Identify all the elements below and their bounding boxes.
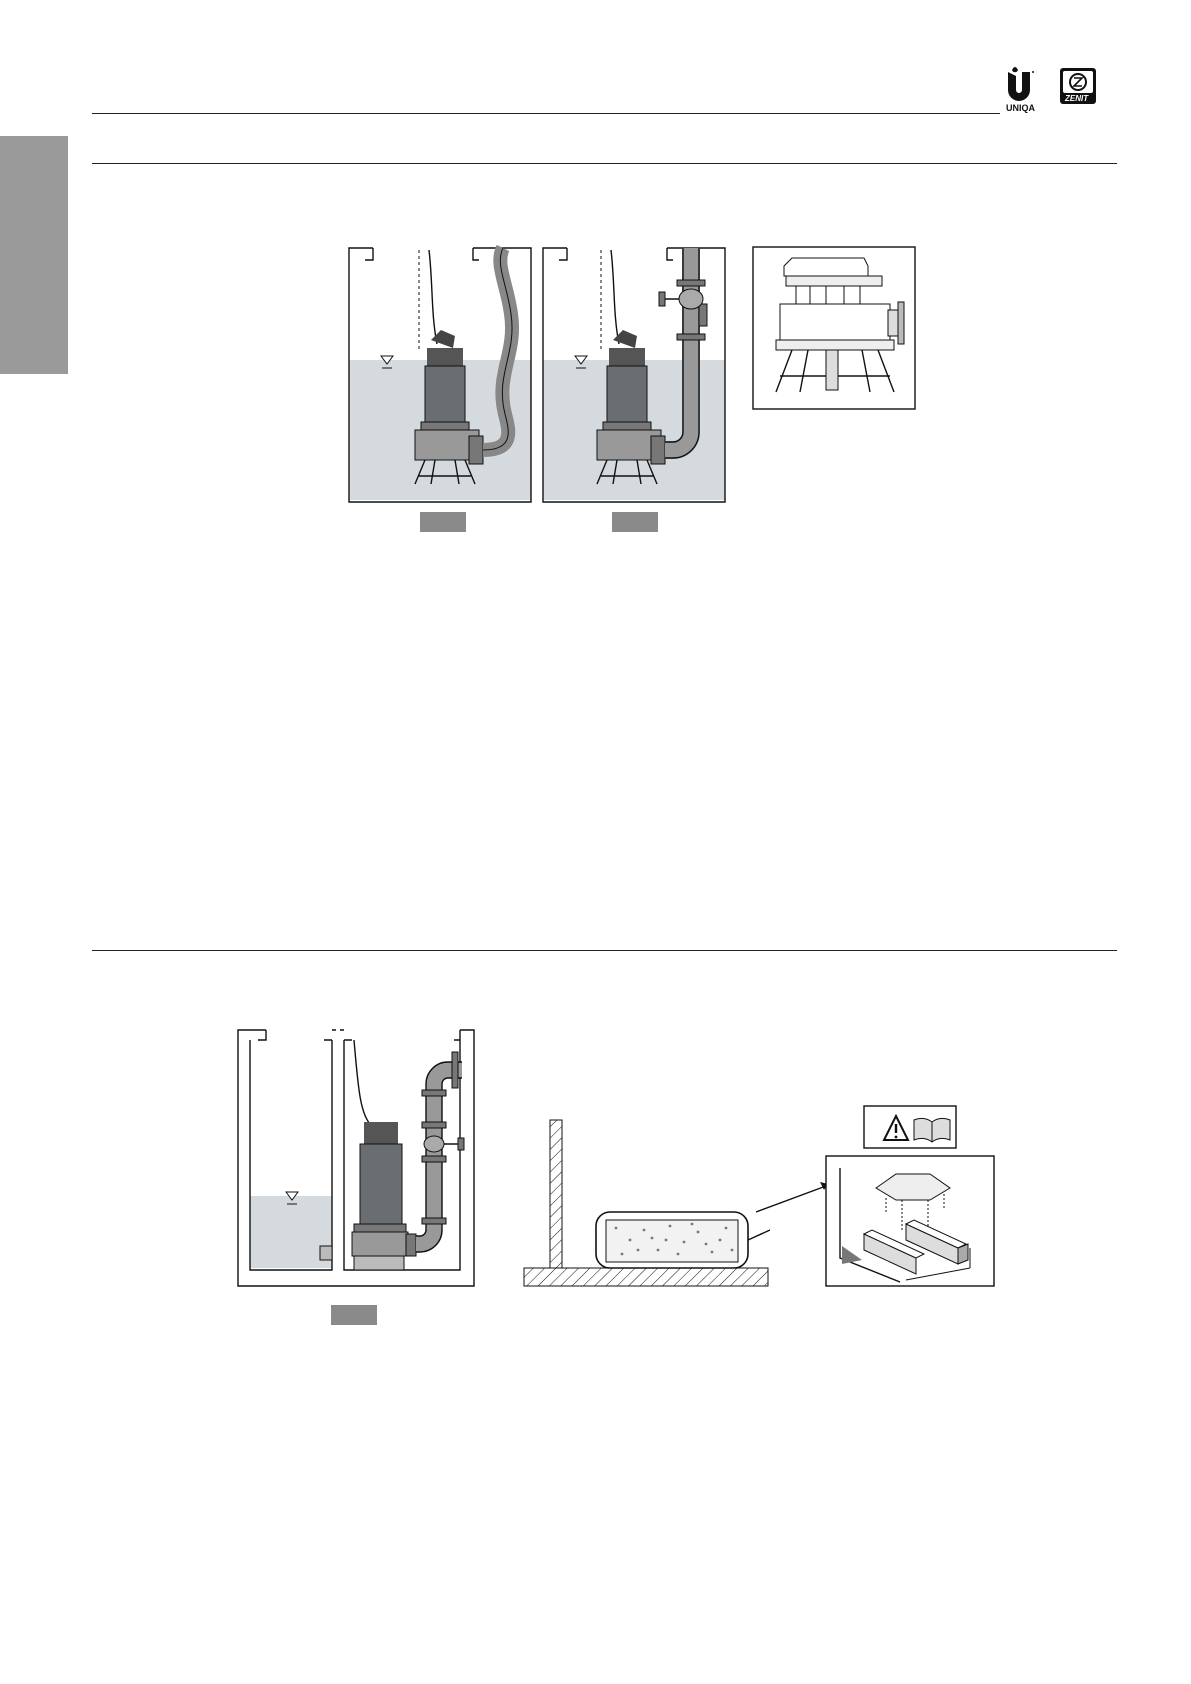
discharge-flange — [898, 302, 904, 344]
figure-d-caption — [331, 1305, 377, 1325]
brand-logos — [998, 66, 1108, 116]
gate-valve-icon — [659, 289, 703, 309]
uniqa-brand-text: UNIQA — [1006, 103, 1035, 113]
side-section-tab — [0, 136, 68, 374]
pump-body — [352, 1122, 416, 1270]
read-manual-icon — [914, 1118, 950, 1142]
section-2-rule — [92, 950, 1117, 951]
figure-storage-ground — [520, 1100, 770, 1290]
power-cable — [354, 1040, 372, 1126]
wall — [550, 1120, 562, 1268]
suction-inlet — [320, 1246, 332, 1260]
figure-a-caption — [420, 512, 466, 532]
motor-housing — [784, 258, 868, 276]
floor — [524, 1268, 768, 1286]
pump-stand — [354, 1256, 404, 1270]
power-cable — [429, 250, 437, 344]
header-rule — [92, 113, 1000, 114]
power-cable — [611, 250, 619, 344]
gate-valve-icon — [424, 1136, 464, 1152]
figure-b-caption — [612, 512, 658, 532]
figure-storage-detail — [756, 1098, 996, 1288]
figure-pump-rigid-pipe — [539, 244, 729, 506]
branch-flange — [699, 304, 707, 326]
packed-pump-crate — [606, 1220, 738, 1262]
section-1-rule — [92, 163, 1117, 164]
figure-pump-base-detail — [752, 246, 916, 410]
figure-pump-flexible-hose — [345, 244, 535, 506]
figure-dry-well-installation — [236, 1026, 476, 1288]
zenit-brand-text: ZENIT — [1065, 94, 1089, 103]
